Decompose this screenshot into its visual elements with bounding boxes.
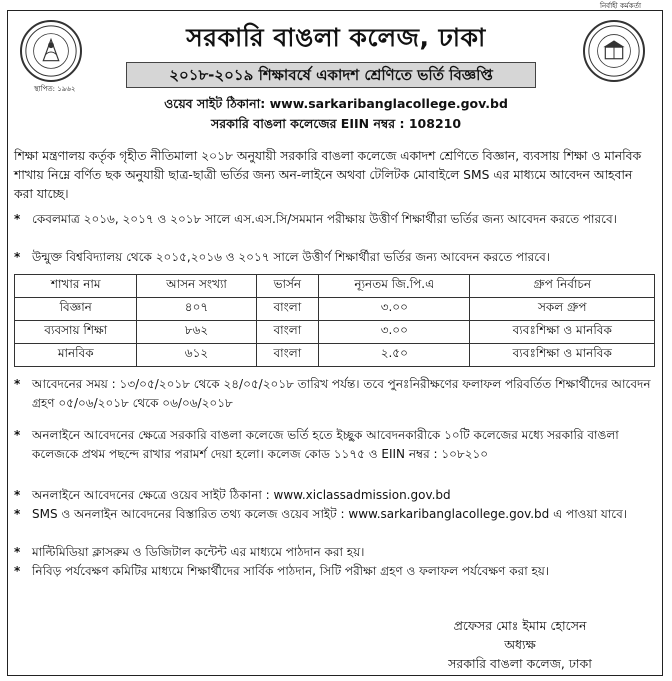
bullet-star-icon: * bbox=[14, 488, 21, 502]
table-cell: বাংলা bbox=[256, 344, 319, 367]
note-text: নিবিড় পর্যবেক্ষণ কমিটির মাধ্যমে শিক্ষার্থীদের সার্বিক পাঠদান, সিটি পরীক্ষা গ্রহণ ও ফলাফল পর্যবেক্ষণ করা হয়। bbox=[32, 564, 550, 578]
bullet-star-icon: * bbox=[14, 545, 21, 559]
table-cell: বাংলা bbox=[256, 321, 319, 344]
note-text: কেবলমাত্র ২০১৬, ২০১৭ ও ২০১৮ সালে এস.এস.সি/সমমান পরীক্ষায় উত্তীর্ণ শিক্ষার্থীরা ভর্তির জন্য আবেদন করতে পারবে। bbox=[32, 212, 617, 226]
table-cell: ৩.০০ bbox=[319, 321, 470, 344]
header-cell: আসন সংখ্যা bbox=[137, 275, 256, 298]
header-cell: শাখার নাম bbox=[15, 275, 137, 298]
note-text: অনলাইনে আবেদনের ক্ষেত্রে সরকারি বাঙলা কলেজে ভর্তি হতে ইচ্ছুক আবেদনকারীকে ১০টি কলেজের মধ্যে সরকারি বাঙলা কলেজকে প্রথম পছন্দে রাখার পরামর্শ দেয়া হলো। কলেজ কোড ১১৭৫ ও EIIN নম্বর : ১০৮২১০ bbox=[32, 428, 619, 461]
page-title: সরকারি বাঙলা কলেজ, ঢাকা bbox=[186, 23, 486, 52]
seal-caption: স্থাপিত: ১৯৬২ bbox=[34, 85, 76, 93]
note-text: আবেদনের সময় : ১৩/০৫/২০১৮ থেকে ২৪/০৫/২০১৮ তারিখ পর্যন্ত। তবে পুনঃনিরীক্ষণের ফলাফল পরিবর্তিত শিক্ষার্থীদের আবেদন গ্রহণ ০৫/০৬/২০১৮ থেকে ০৬/০৬/২০১৮ bbox=[32, 377, 651, 410]
eligibility-note bbox=[14, 210, 654, 229]
online-website-note bbox=[14, 486, 654, 505]
application-period-note bbox=[14, 375, 654, 413]
table-cell: ২.৫০ bbox=[319, 344, 470, 367]
table-row bbox=[15, 344, 655, 367]
note-text: অনলাইনে আবেদনের ক্ষেত্রে ওয়েব সাইট ঠিকানা : www.xiclassadmission.gov.bd bbox=[32, 488, 451, 502]
table-row bbox=[15, 298, 655, 321]
bullet-star-icon: * bbox=[14, 377, 21, 391]
table-cell: বাংলা bbox=[256, 298, 319, 321]
table-cell: মানবিক bbox=[15, 344, 137, 367]
bullet-star-icon: * bbox=[14, 250, 21, 264]
table-cell: ব্যবঃশিক্ষা ও মানবিক bbox=[470, 321, 655, 344]
note-text: SMS ও অনলাইন আবেদনের বিস্তারিত তথ্য কলেজ ওয়েব সাইট : www.sarkaribanglacollege.gov.bd এ পাওয়া যাবে। bbox=[32, 507, 628, 521]
admission-table bbox=[14, 274, 655, 367]
open-university-note bbox=[14, 248, 654, 267]
header-cell: গ্রুপ নির্বাচন bbox=[470, 275, 655, 298]
college-choice-note bbox=[14, 426, 654, 464]
table-cell: বিজ্ঞান bbox=[15, 298, 137, 321]
note-text: মাল্টিমিডিয়া ক্লাসরুম ও ডিজিটাল কন্টেন্ট এর মাধ্যমে পাঠদান করা হয়। bbox=[32, 545, 365, 559]
table-cell: ব্যবঃশিক্ষা ও মানবিক bbox=[470, 344, 655, 367]
monitoring-note bbox=[14, 562, 654, 581]
table-row bbox=[15, 321, 655, 344]
table-cell: ৪০৭ bbox=[137, 298, 256, 321]
eiin-line: সরকারি বাঙলা কলেজের EIIN নম্বর : 108210 bbox=[210, 116, 462, 131]
bullet-star-icon: * bbox=[14, 507, 21, 521]
sms-info-note bbox=[14, 505, 654, 524]
table-cell: ৮৬২ bbox=[137, 321, 256, 344]
table-cell: ব্যবসায় শিক্ষা bbox=[15, 321, 137, 344]
note-text: উন্মুক্ত বিশ্ববিদ্যালয় থেকে ২০১৫,২০১৬ ও ২০১৭ সালে উত্তীর্ণ শিক্ষার্থীরা ভর্তির জন্য আবেদন করতে পারবে। bbox=[32, 250, 551, 264]
notice-subtitle: ২০১৮-২০১৯ শিক্ষাবর্ষে একাদশ শ্রেণিতে ভর্তি বিজ্ঞপ্তি bbox=[126, 62, 536, 88]
table-cell: ৬১২ bbox=[137, 344, 256, 367]
header-cell: ন্যূনতম জি.পি.এ bbox=[319, 275, 470, 298]
bullet-star-icon: * bbox=[14, 212, 21, 226]
bullet-star-icon: * bbox=[14, 564, 21, 578]
signatory-designation: অধ্যক্ষ bbox=[504, 637, 536, 652]
header-cell: ভার্সন bbox=[256, 275, 319, 298]
website-line: ওয়েব সাইট ঠিকানা: www.sarkaribanglacollege.gov.bd bbox=[164, 96, 508, 111]
table-cell: ৩.০০ bbox=[319, 298, 470, 321]
bullet-star-icon: * bbox=[14, 428, 21, 442]
table-header-row bbox=[15, 275, 655, 298]
intro-paragraph: শিক্ষা মন্ত্রণালয় কর্তৃক গৃহীত নীতিমালা ২০১৮ অনুযায়ী সরকারি বাঙলা কলেজে একাদশ শ্রেণিতে বিজ্ঞান, ব্যবসায় শিক্ষা ও মানবিক শাখায় নিম্নে বর্ণিত ছক অনুযায়ী ছাত্র-ছাত্রী ভর্তির জন্য অন-লাইনে অথবা টেলিটক মোবাইলে SMS এর মাধ্যমে আবেদন আহবান করা যাচ্ছে। bbox=[14, 149, 642, 201]
signatory-name: প্রফেসর মোঃ ইমাম হোসেন bbox=[453, 618, 587, 633]
top-crop-fragment: নির্বাহী কর্মকর্তা bbox=[600, 2, 641, 10]
signatory-institution: সরকারি বাঙলা কলেজ, ঢাকা bbox=[448, 656, 592, 671]
table-cell: সকল গ্রুপ bbox=[470, 298, 655, 321]
multimedia-note bbox=[14, 543, 654, 562]
